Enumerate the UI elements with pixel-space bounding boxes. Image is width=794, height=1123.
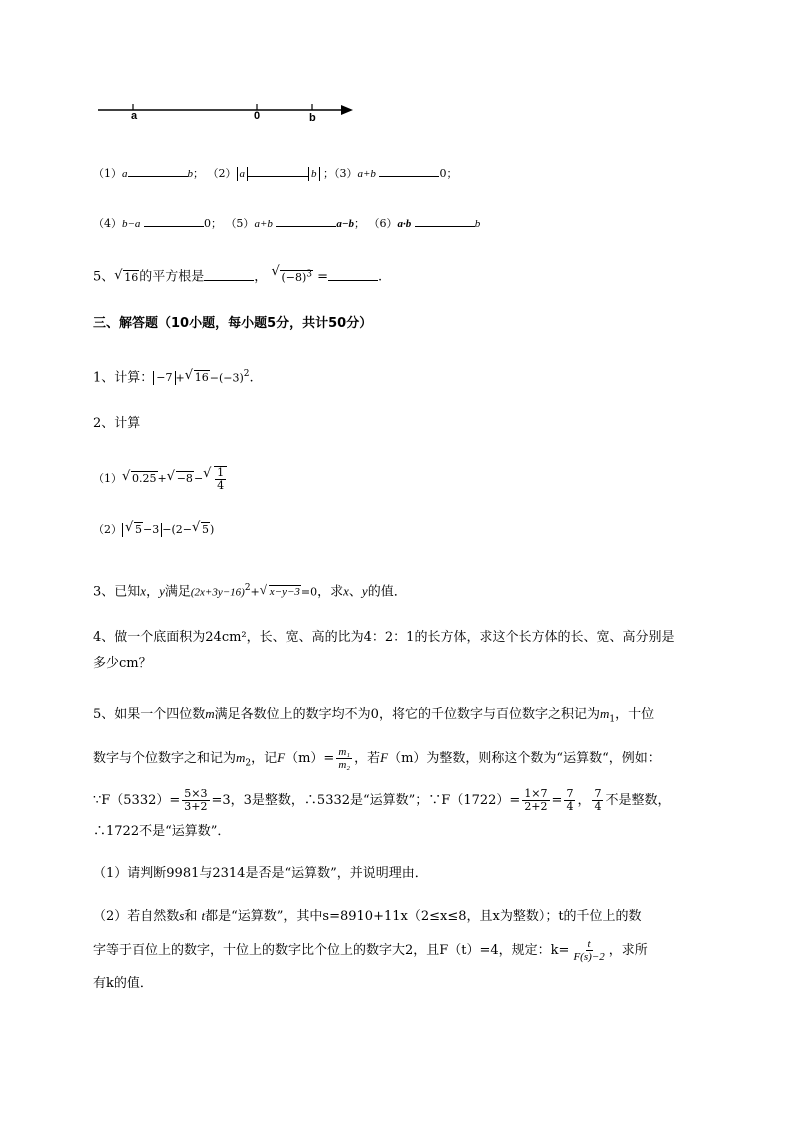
item-number: （2） — [207, 167, 237, 180]
answer-blank[interactable] — [204, 268, 254, 281]
fraction: $\frac{1\times 7}{2+2}$ — [524, 787, 548, 813]
problem-text: = — [551, 793, 563, 808]
sqrt: √ 0.25 — [122, 469, 158, 489]
expression: a·b — [397, 218, 412, 230]
section-title: 三、解答题（10小题，每小题5分，共计50分） — [93, 316, 373, 331]
answer-blank[interactable] — [144, 214, 204, 227]
blanks-row-1 — [93, 164, 457, 184]
problem-text: ，求 — [317, 584, 344, 600]
separator: ； — [193, 167, 204, 180]
fraction: $\frac{7}{4}$ — [566, 787, 574, 813]
item-number: （2） — [93, 523, 122, 536]
answer-blank[interactable] — [128, 164, 188, 177]
item-number: （1） — [93, 472, 122, 485]
zero: 0 — [203, 217, 211, 230]
answer-blank[interactable] — [379, 164, 439, 177]
problem-5-sub-2-line-1 — [93, 906, 642, 927]
problem-5-line-4: ∴1722不是“运算数”． — [93, 824, 231, 839]
equals: = — [317, 269, 329, 285]
expression: a−b — [336, 218, 355, 230]
equation-part: (2x+3y−16) — [190, 586, 245, 599]
question-number: 5、 — [93, 269, 115, 285]
var-m1: m — [599, 706, 610, 721]
operator: + — [157, 472, 167, 485]
var-t: t — [201, 908, 206, 923]
problem-text: 满足 — [164, 584, 191, 600]
problem-text: ∵F（5332）= — [93, 793, 181, 808]
sqrt-fraction: √ $\frac{1}{4}$ — [203, 466, 229, 492]
numberline-label-0: 0 — [254, 110, 261, 122]
func-F: F — [277, 750, 286, 765]
operator: + — [250, 585, 260, 599]
var-x: x — [140, 583, 147, 599]
operator: − — [193, 472, 204, 485]
sqrt: √ x−y−3 — [260, 582, 301, 602]
problem-text: =3，3是整数，∴5332是“运算数”；∵F（1722）= — [211, 793, 521, 808]
cube-root: √ −8 — [167, 469, 194, 489]
fill-question-5 — [93, 264, 382, 288]
problem-5-sub-1: （1）请判断9981与2314是否是“运算数”，并说明理由． — [93, 866, 428, 881]
problem-text: （2）若自然数 — [93, 909, 180, 924]
separator: ； — [323, 167, 334, 180]
var-b: b — [187, 168, 193, 180]
answer-blank[interactable] — [276, 214, 336, 227]
problem-label: 计算： — [114, 370, 154, 386]
abs-value: −7 — [153, 371, 175, 385]
abs-value: √ 5−3 — [122, 523, 162, 537]
item-number: （6） — [368, 217, 398, 230]
paren-expr: (−3) — [218, 371, 244, 385]
problem-text: ，求所 — [608, 943, 648, 958]
problem-1 — [93, 364, 254, 388]
operator: + — [175, 371, 185, 385]
numberline-label-a: a — [131, 110, 138, 122]
problem-text: ，记 — [251, 751, 278, 766]
item-number: （3） — [334, 167, 358, 180]
problem-5-line-2 — [93, 746, 661, 774]
sqrt: √ 5 — [192, 520, 210, 540]
cube-root: √ $(-8)^3$ — [271, 264, 313, 288]
problem-5-line-1 — [93, 704, 654, 730]
problem-2-title: 2、计算 — [93, 416, 141, 431]
problem-text: 5、如果一个四位数 — [93, 707, 206, 722]
answer-blank[interactable] — [328, 268, 378, 281]
fraction: $\frac{\text{m₁}}{\text{m₂}}$ — [338, 746, 351, 771]
problem-text: 都是“运算数”，其中 — [205, 909, 323, 924]
fraction: $\frac{5\times 3}{3+2}$ — [184, 787, 208, 813]
var-b: b — [474, 218, 481, 230]
comma: ， — [254, 269, 268, 285]
problem-3 — [93, 578, 407, 602]
problem-text: 、 — [348, 584, 362, 600]
operator: − — [162, 523, 172, 536]
question-text: 的平方根是 — [139, 269, 205, 285]
period: . — [378, 269, 383, 285]
problem-text: ，若 — [354, 751, 381, 766]
var-s: s — [179, 908, 185, 923]
expression: b−a — [122, 218, 141, 230]
exponent: 2 — [243, 369, 250, 379]
problem-text: 满足各数位上的数字均不为0，将它的千位数字与百位数字之积记为 — [214, 707, 600, 722]
operator: − — [209, 371, 219, 385]
var-a: a — [122, 168, 128, 180]
paren-close: ) — [209, 523, 215, 536]
exponent: 2 — [244, 583, 251, 593]
problem-text: （m）= — [285, 751, 335, 766]
var-y: y — [361, 583, 368, 599]
var-m: m — [205, 706, 215, 721]
abs-b: b — [308, 167, 320, 181]
problem-2-part-1 — [93, 466, 229, 492]
comma: ， — [146, 584, 160, 600]
sqrt: √ 16 — [114, 268, 139, 288]
blanks-row-2 — [93, 214, 480, 234]
problem-text: 不是整数， — [605, 793, 671, 808]
problem-text: 的值． — [367, 584, 407, 600]
item-number: （4） — [93, 217, 122, 230]
abs-a: a — [237, 167, 249, 181]
sqrt: √ 16 — [185, 368, 210, 388]
var-x: x — [343, 583, 349, 599]
zero: 0 — [439, 167, 447, 180]
problem-5-sub-2-line-2 — [93, 938, 648, 963]
problem-text: s=8910+11x（2≤x≤8，且x为整数）；t的千位上的数 — [322, 909, 642, 924]
problem-text: （m）为整数，则称这个数为“运算数“，例如： — [388, 751, 661, 766]
paren-expr: (2− — [171, 523, 192, 536]
var-y: y — [159, 583, 165, 599]
subscript: 2 — [245, 758, 252, 769]
numberline-label-b: b — [309, 112, 316, 124]
problem-number: 1、 — [93, 370, 115, 386]
problem-4-line-1: 4、做一个底面积为24cm²，长、宽、高的比为4：2：1的长方体，求这个长方体的长、宽、高分别是 — [93, 630, 675, 645]
separator: ； — [446, 167, 458, 180]
subscript: 1 — [609, 714, 616, 725]
fraction: $\frac{t}{F(s)-2}$ — [573, 938, 605, 963]
func-F: F — [380, 750, 389, 765]
problem-4-line-2: 多少cm？ — [93, 656, 152, 671]
problem-text: 和 — [184, 909, 198, 924]
separator: ； — [354, 217, 366, 230]
answer-blank[interactable] — [415, 214, 475, 227]
period: . — [249, 370, 254, 386]
problem-text: ，十位 — [615, 707, 655, 722]
problem-2-part-2 — [93, 520, 214, 540]
expression: a+b — [357, 168, 376, 180]
fraction: $\frac{7}{4}$ — [594, 787, 602, 813]
problem-text: 数字与个位数字之和记为 — [93, 751, 237, 766]
problem-text: 字等于百位上的数字，十位上的数字比个位上的数字大2，且F（t）=4，规定：k= — [93, 943, 570, 958]
equation-part: =0 — [300, 585, 318, 599]
item-number: （1） — [93, 167, 122, 180]
item-number: （5） — [225, 217, 255, 230]
var-m2: m — [236, 750, 246, 765]
separator: ； — [210, 217, 222, 230]
problem-5-sub-2-line-3: 有k的值． — [93, 976, 153, 991]
answer-blank[interactable] — [248, 164, 308, 177]
problem-5-line-3 — [93, 788, 670, 813]
problem-text: 3、已知 — [93, 584, 141, 600]
problem-text: ， — [577, 793, 591, 808]
expression: a+b — [254, 218, 273, 230]
